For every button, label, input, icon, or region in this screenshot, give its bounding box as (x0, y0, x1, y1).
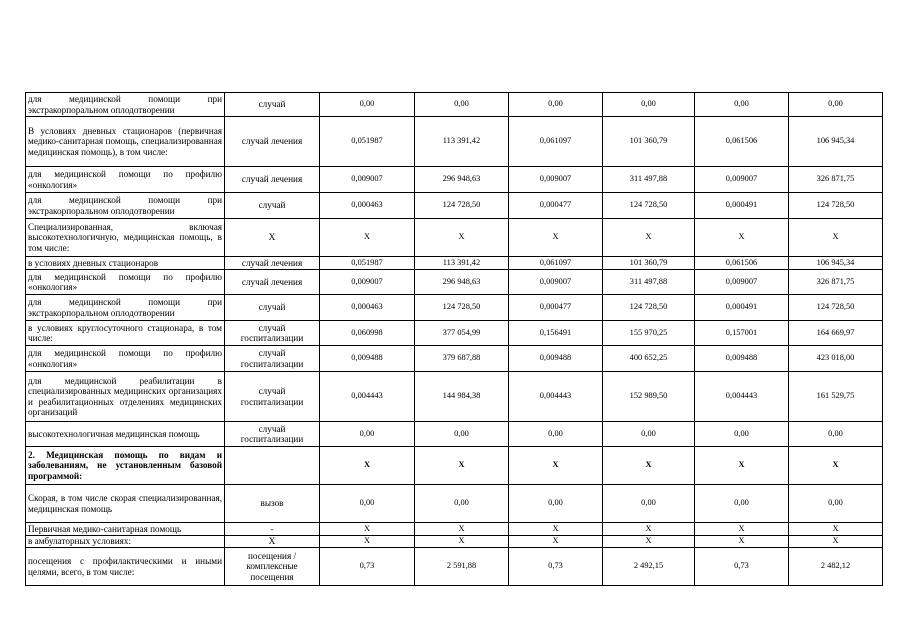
table-row (26, 167, 883, 193)
value-cell: Х (695, 447, 789, 485)
value-cell: Х (603, 536, 695, 548)
value-cell: 0,157001 (695, 321, 789, 346)
value-cell: 0,004443 (320, 372, 415, 422)
value-cell: 326 871,75 (789, 270, 883, 295)
row-label: в условиях круглосуточного стационара, в том числе: (26, 321, 225, 346)
value-cell: 0,061097 (509, 257, 603, 270)
value-cell: 0,009007 (695, 270, 789, 295)
table-row (26, 295, 883, 321)
value-cell: 144 984,38 (415, 372, 509, 422)
row-label: для медицинской реабилитации в специализированных медицинских организациях и реабилитационных отделениях медицинских организаций (26, 372, 225, 422)
value-cell: 0,061506 (695, 257, 789, 270)
table-row (26, 93, 883, 117)
value-cell: 0,009488 (695, 346, 789, 372)
value-cell: Х (509, 447, 603, 485)
value-cell: 0,00 (603, 485, 695, 523)
unit-cell: случай лечения (225, 167, 320, 193)
table-row (26, 422, 883, 447)
unit-cell: случай (225, 193, 320, 219)
row-label: высокотехнологичная медицинская помощь (26, 422, 225, 447)
value-cell: 152 989,50 (603, 372, 695, 422)
table-row (26, 485, 883, 523)
value-cell: 0,051987 (320, 117, 415, 167)
value-cell: Х (603, 447, 695, 485)
value-cell: 0,00 (320, 93, 415, 117)
value-cell: 326 871,75 (789, 167, 883, 193)
value-cell: 124 728,50 (415, 193, 509, 219)
value-cell: 113 391,42 (415, 117, 509, 167)
value-cell: 296 948,63 (415, 270, 509, 295)
unit-cell (225, 447, 320, 485)
table-row (26, 548, 883, 586)
row-label: для медицинской помощи при экстракорпоральном оплодотворении (26, 193, 225, 219)
value-cell: 0,00 (415, 485, 509, 523)
table-row (26, 321, 883, 346)
value-cell: 0,73 (695, 548, 789, 586)
row-label: для медицинской помощи при экстракорпоральном оплодотворении (26, 93, 225, 117)
value-cell: Х (509, 523, 603, 536)
value-cell: 379 687,88 (415, 346, 509, 372)
table-row (26, 193, 883, 219)
unit-cell: посещения / комплексные посещения (225, 548, 320, 586)
value-cell: 0,00 (415, 93, 509, 117)
value-cell: 0,00 (695, 422, 789, 447)
row-label: Специализированная, включая высокотехнологичную, медицинская помощь, в том числе: (26, 219, 225, 257)
value-cell: 0,004443 (695, 372, 789, 422)
value-cell: 101 360,79 (603, 117, 695, 167)
value-cell: 0,00 (695, 485, 789, 523)
value-cell: Х (695, 536, 789, 548)
value-cell: 0,000477 (509, 295, 603, 321)
value-cell: Х (509, 219, 603, 257)
value-cell: 0,009488 (320, 346, 415, 372)
value-cell: 0,009007 (320, 167, 415, 193)
value-cell: Х (603, 523, 695, 536)
value-cell: 155 970,25 (603, 321, 695, 346)
value-cell: Х (789, 536, 883, 548)
value-cell: 377 054,99 (415, 321, 509, 346)
value-cell: Х (789, 219, 883, 257)
value-cell: Х (415, 219, 509, 257)
table-row (26, 536, 883, 548)
value-cell: 106 945,34 (789, 117, 883, 167)
unit-cell: случай (225, 93, 320, 117)
row-label: в условиях дневных стационаров (26, 257, 225, 270)
value-cell: 101 360,79 (603, 257, 695, 270)
value-cell: 0,060998 (320, 321, 415, 346)
value-cell: 2 492,15 (603, 548, 695, 586)
table-body (26, 93, 883, 586)
value-cell: 124 728,50 (789, 295, 883, 321)
value-cell: Х (320, 447, 415, 485)
row-label: посещения с профилактическими и иными целями, всего, в том числе: (26, 548, 225, 586)
value-cell: 0,00 (320, 485, 415, 523)
value-cell: 0,000491 (695, 295, 789, 321)
unit-cell: случай лечения (225, 257, 320, 270)
value-cell: 0,00 (603, 93, 695, 117)
row-label: для медицинской помощи по профилю «онкология» (26, 167, 225, 193)
value-cell: Х (509, 536, 603, 548)
row-label: для медицинской помощи по профилю «онкология» (26, 346, 225, 372)
value-cell: 0,00 (509, 93, 603, 117)
value-cell: 161 529,75 (789, 372, 883, 422)
financing-norms-table (25, 92, 883, 586)
value-cell: 0,000463 (320, 295, 415, 321)
value-cell: 2 591,88 (415, 548, 509, 586)
value-cell: 106 945,34 (789, 257, 883, 270)
value-cell: 0,00 (320, 422, 415, 447)
value-cell: 0,156491 (509, 321, 603, 346)
value-cell: 0,061097 (509, 117, 603, 167)
value-cell: 0,004443 (509, 372, 603, 422)
value-cell: 124 728,50 (789, 193, 883, 219)
unit-cell: случай лечения (225, 117, 320, 167)
value-cell: 0,00 (789, 485, 883, 523)
value-cell: 400 652,25 (603, 346, 695, 372)
value-cell: 124 728,50 (603, 295, 695, 321)
value-cell: 2 482,12 (789, 548, 883, 586)
value-cell: 0,000477 (509, 193, 603, 219)
unit-cell: случай госпитализации (225, 321, 320, 346)
value-cell: Х (789, 523, 883, 536)
value-cell: 113 391,42 (415, 257, 509, 270)
row-label: в амбулаторных условиях: (26, 536, 225, 548)
value-cell: 0,00 (509, 485, 603, 523)
value-cell: 0,73 (509, 548, 603, 586)
row-label: В условиях дневных стационаров (первичная медико-санитарная помощь, специализированная медицинская помощь), в том числе: (26, 117, 225, 167)
unit-cell: Х (225, 536, 320, 548)
value-cell: 0,00 (603, 422, 695, 447)
value-cell: 0,00 (415, 422, 509, 447)
value-cell: Х (695, 219, 789, 257)
unit-cell: случай госпитализации (225, 372, 320, 422)
value-cell: 423 018,00 (789, 346, 883, 372)
value-cell: 311 497,88 (603, 167, 695, 193)
value-cell: Х (789, 447, 883, 485)
value-cell: Х (603, 219, 695, 257)
value-cell: 0,00 (789, 93, 883, 117)
table-row (26, 346, 883, 372)
value-cell: Х (695, 523, 789, 536)
value-cell: 0,00 (509, 422, 603, 447)
value-cell: Х (320, 523, 415, 536)
row-label: для медицинской помощи при экстракорпоральном оплодотворении (26, 295, 225, 321)
unit-cell: случай лечения (225, 270, 320, 295)
value-cell: Х (415, 536, 509, 548)
value-cell: 0,061506 (695, 117, 789, 167)
value-cell: 0,73 (320, 548, 415, 586)
value-cell: 0,00 (695, 93, 789, 117)
row-label: для медицинской помощи по профилю «онкология» (26, 270, 225, 295)
value-cell: 0,000463 (320, 193, 415, 219)
value-cell: 0,009007 (509, 270, 603, 295)
value-cell: Х (320, 219, 415, 257)
value-cell: 311 497,88 (603, 270, 695, 295)
value-cell: 0,051987 (320, 257, 415, 270)
value-cell: Х (320, 536, 415, 548)
value-cell: 0,009007 (509, 167, 603, 193)
value-cell: 296 948,63 (415, 167, 509, 193)
row-label: 2. Медицинская помощь по видам и заболеваниям, не установленным базовой программой: (26, 447, 225, 485)
unit-cell: случай госпитализации (225, 346, 320, 372)
unit-cell: случай (225, 295, 320, 321)
value-cell: 0,009007 (320, 270, 415, 295)
value-cell: Х (415, 523, 509, 536)
value-cell: 0,000491 (695, 193, 789, 219)
unit-cell: случай госпитализации (225, 422, 320, 447)
value-cell: Х (415, 447, 509, 485)
unit-cell: - (225, 523, 320, 536)
value-cell: 164 669,97 (789, 321, 883, 346)
row-label: Скорая, в том числе скорая специализированная, медицинская помощь (26, 485, 225, 523)
unit-cell: Х (225, 219, 320, 257)
table-row (26, 523, 883, 536)
table-row (26, 372, 883, 422)
table-row (26, 257, 883, 270)
value-cell: 124 728,50 (603, 193, 695, 219)
table-row (26, 270, 883, 295)
table-row (26, 219, 883, 257)
table-row (26, 447, 883, 485)
row-label: Первичная медико-санитарная помощь (26, 523, 225, 536)
unit-cell: вызов (225, 485, 320, 523)
value-cell: 0,009007 (695, 167, 789, 193)
value-cell: 0,009488 (509, 346, 603, 372)
table-row (26, 117, 883, 167)
value-cell: 0,00 (789, 422, 883, 447)
value-cell: 124 728,50 (415, 295, 509, 321)
